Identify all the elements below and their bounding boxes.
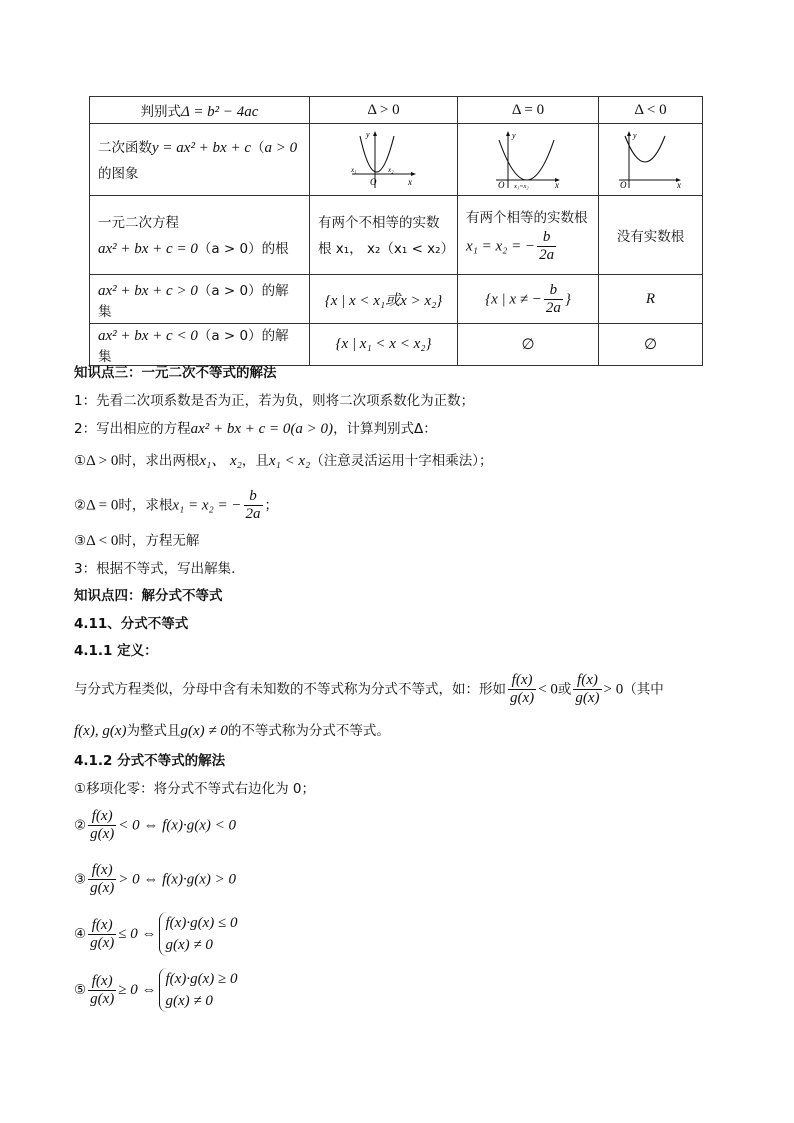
math: < 0 — [538, 681, 558, 698]
cell-math: ax² + bx + c > 0 — [98, 282, 198, 299]
table-cell — [599, 124, 703, 196]
fraction — [88, 973, 116, 1008]
cell-math: {x | x ≠ − — [485, 291, 542, 307]
text: （注意灵活运用十字相乘法）； — [310, 453, 493, 469]
text: 或 — [557, 681, 572, 698]
formula-line — [74, 808, 236, 843]
cell-text: 二次函数 — [98, 139, 152, 156]
cell-math: a > 0 — [264, 139, 298, 156]
subsection-title: 4.11、分式不等式 — [74, 616, 189, 632]
text: 与分式方程类似，分母中含有未知数的不等式称为分式不等式，如：形如 — [74, 681, 506, 698]
root-label-x1: x₁ — [350, 165, 357, 174]
cell-math: {x | x < x₁或x > x₂} — [324, 292, 443, 309]
math: ≥ 0 ⇔ — [118, 982, 157, 998]
text: 时，求出两根 — [118, 453, 200, 469]
text: 2：写出相应的方程 — [74, 421, 191, 437]
table-cell — [458, 324, 599, 366]
table-cell — [458, 124, 599, 196]
cell-math: ax² + bx + c < 0 — [98, 328, 198, 344]
double-root-label: x₁=x₂ — [514, 182, 529, 190]
denominator: g(x) — [90, 826, 115, 842]
paragraph: ①移项化零：将分式不等式右边化为 0； — [74, 781, 315, 797]
math: Δ = 0 — [86, 497, 119, 514]
table-row — [90, 275, 703, 324]
paragraph — [74, 722, 390, 740]
text: ② — [74, 497, 87, 514]
math: < 0 ⇔ f(x)·g(x) < 0 — [118, 817, 236, 834]
paragraph — [74, 532, 199, 550]
text: ，计算判别式Δ： — [333, 421, 437, 437]
denominator: 2a — [245, 506, 261, 522]
table-cell — [90, 124, 310, 196]
denominator: g(x) — [90, 934, 115, 951]
table-cell — [90, 196, 310, 275]
math: x₁ < x₂ — [268, 453, 311, 469]
text: ③ — [74, 871, 87, 888]
cell-math: Δ = b² − 4ac — [181, 103, 259, 120]
math: f(x), g(x) — [74, 723, 127, 739]
cell-text: 判别式 — [140, 103, 182, 120]
subsection-title: 4.1.2 分式不等式的解法 — [74, 753, 226, 769]
cell-text: 根 x₁， x₂（x₁ < x₂） — [318, 241, 455, 257]
math: x₁ = x₂ = − — [172, 497, 242, 514]
table-cell — [310, 275, 458, 324]
table-cell — [599, 324, 703, 366]
text: ④ — [74, 926, 87, 942]
math: ax² + bx + c = 0 — [190, 421, 291, 437]
math: > 0 ⇔ f(x)·g(x) > 0 — [118, 871, 236, 888]
formula-line — [74, 968, 237, 1012]
paragraph: 1：先看二次项系数是否为正，若为负，则将二次项系数化为正数； — [74, 393, 475, 409]
text: ② — [74, 817, 87, 834]
table-cell — [599, 275, 703, 324]
cell-math: R — [645, 290, 656, 307]
origin-label: O — [498, 179, 505, 190]
table-cell — [458, 275, 599, 324]
math: > 0 — [603, 681, 624, 698]
system-line: f(x)·g(x) ≤ 0 — [165, 915, 238, 931]
formula-line — [74, 862, 236, 897]
table-row — [90, 124, 703, 196]
numerator: f(x) — [88, 917, 116, 935]
paragraph — [74, 672, 664, 707]
paragraph — [74, 488, 278, 523]
cell-text: 有两个相等的实数根 — [466, 209, 588, 226]
cell-math: ∅ — [521, 337, 535, 353]
origin-label: O — [369, 176, 376, 187]
section-title: 知识点四：解分式不等式 — [74, 588, 223, 604]
axis-label-x: x — [676, 179, 681, 190]
cell-math: } — [564, 291, 571, 307]
paragraph — [74, 452, 493, 470]
text: ① — [74, 453, 87, 469]
equation-system — [159, 912, 238, 956]
parabola-no-root-graph — [615, 130, 687, 190]
denominator: g(x) — [510, 690, 535, 706]
denominator: g(x) — [575, 690, 600, 706]
math: Δ > 0 — [86, 453, 119, 469]
text: 时，方程无解 — [118, 533, 200, 549]
cell-math: ax² + bx + c = 0 — [98, 241, 198, 257]
table-cell — [310, 324, 458, 366]
table-cell — [458, 97, 599, 124]
numerator: f(x) — [88, 808, 116, 826]
text: 为整式且 — [126, 723, 181, 739]
discriminant-table — [89, 96, 703, 366]
fraction — [88, 862, 116, 897]
math: ≤ 0 ⇔ — [118, 926, 157, 942]
cell-math: y = ax² + bx + c — [152, 139, 251, 156]
numerator: f(x) — [88, 862, 116, 880]
table-cell — [90, 324, 310, 366]
cell-text: （a > 0）的解集 — [98, 328, 289, 365]
math: (a > 0) — [290, 421, 334, 437]
table-cell — [458, 196, 599, 275]
text: 时，求根 — [118, 497, 173, 514]
numerator: b — [244, 488, 263, 506]
axis-label-y: y — [512, 130, 516, 140]
fraction — [537, 229, 556, 264]
numerator: f(x) — [573, 672, 601, 690]
system-line: g(x) ≠ 0 — [165, 993, 213, 1009]
cell-text: 没有实数根 — [616, 229, 685, 245]
cell-math: ∅ — [643, 337, 658, 353]
table-cell — [90, 275, 310, 324]
table-row — [90, 196, 703, 275]
system-line: f(x)·g(x) ≥ 0 — [165, 971, 238, 987]
cell-math: {x | x₁ < x < x₂} — [335, 336, 432, 352]
table-row — [90, 97, 703, 124]
text: ； — [264, 497, 279, 514]
cell-math: Δ = 0 — [511, 101, 545, 118]
cell-math: Δ > 0 — [367, 101, 400, 118]
cell-text: （ — [251, 139, 265, 156]
parabola-one-root-graph — [492, 130, 564, 190]
system-line: g(x) ≠ 0 — [165, 937, 213, 953]
origin-label: O — [619, 179, 626, 190]
cell-text: （a > 0）的根 — [197, 241, 289, 257]
cell-text: 一元二次方程 — [98, 215, 179, 231]
denominator: g(x) — [90, 880, 115, 896]
fraction — [88, 917, 116, 952]
denominator: 2a — [539, 246, 555, 263]
paragraph: 3：根据不等式，写出解集. — [74, 561, 236, 577]
subsection-title: 4.1.1 定义： — [74, 643, 158, 659]
table-row — [90, 324, 703, 366]
text: ，且 — [241, 453, 269, 469]
text: 的不等式称为分式不等式。 — [227, 723, 390, 739]
table-cell — [310, 196, 458, 275]
cell-text: （a > 0）的解集 — [98, 282, 289, 320]
numerator: b — [544, 282, 563, 300]
parabola-two-roots-graph — [348, 130, 420, 190]
denominator: g(x) — [90, 990, 115, 1007]
axis-label-y: y — [365, 129, 370, 139]
table-cell — [599, 196, 703, 275]
cell-text: 的图象 — [98, 165, 139, 182]
fraction — [573, 672, 601, 707]
denominator: 2a — [545, 299, 561, 316]
numerator: f(x) — [88, 973, 116, 991]
cell-math: Δ < 0 — [634, 101, 667, 118]
table-cell — [310, 97, 458, 124]
table-cell — [90, 97, 310, 124]
axis-label-x: x — [407, 176, 412, 187]
numerator: f(x) — [508, 672, 536, 690]
table-cell — [599, 97, 703, 124]
fraction — [508, 672, 536, 707]
axis-label-y: y — [632, 130, 637, 140]
text: ⑤ — [74, 982, 87, 998]
table-cell — [310, 124, 458, 196]
fraction — [544, 282, 563, 317]
math: x₁、 x₂ — [199, 453, 242, 469]
root-label-x2: x₂ — [387, 165, 394, 174]
fraction — [88, 808, 116, 843]
fraction — [244, 488, 263, 523]
cell-text: 有两个不相等的实数 — [318, 215, 440, 231]
axis-label-x: x — [555, 179, 559, 190]
math: Δ < 0 — [86, 533, 119, 549]
text: ③ — [74, 533, 87, 549]
cell-math: x₁ = x₂ = − — [466, 238, 536, 254]
equation-system — [159, 968, 238, 1012]
numerator: b — [537, 229, 556, 247]
math: g(x) ≠ 0 — [180, 723, 228, 739]
section-title: 知识点三：一元二次不等式的解法 — [74, 365, 277, 381]
formula-line — [74, 912, 237, 956]
paragraph — [74, 420, 437, 438]
text: （其中 — [623, 681, 664, 698]
